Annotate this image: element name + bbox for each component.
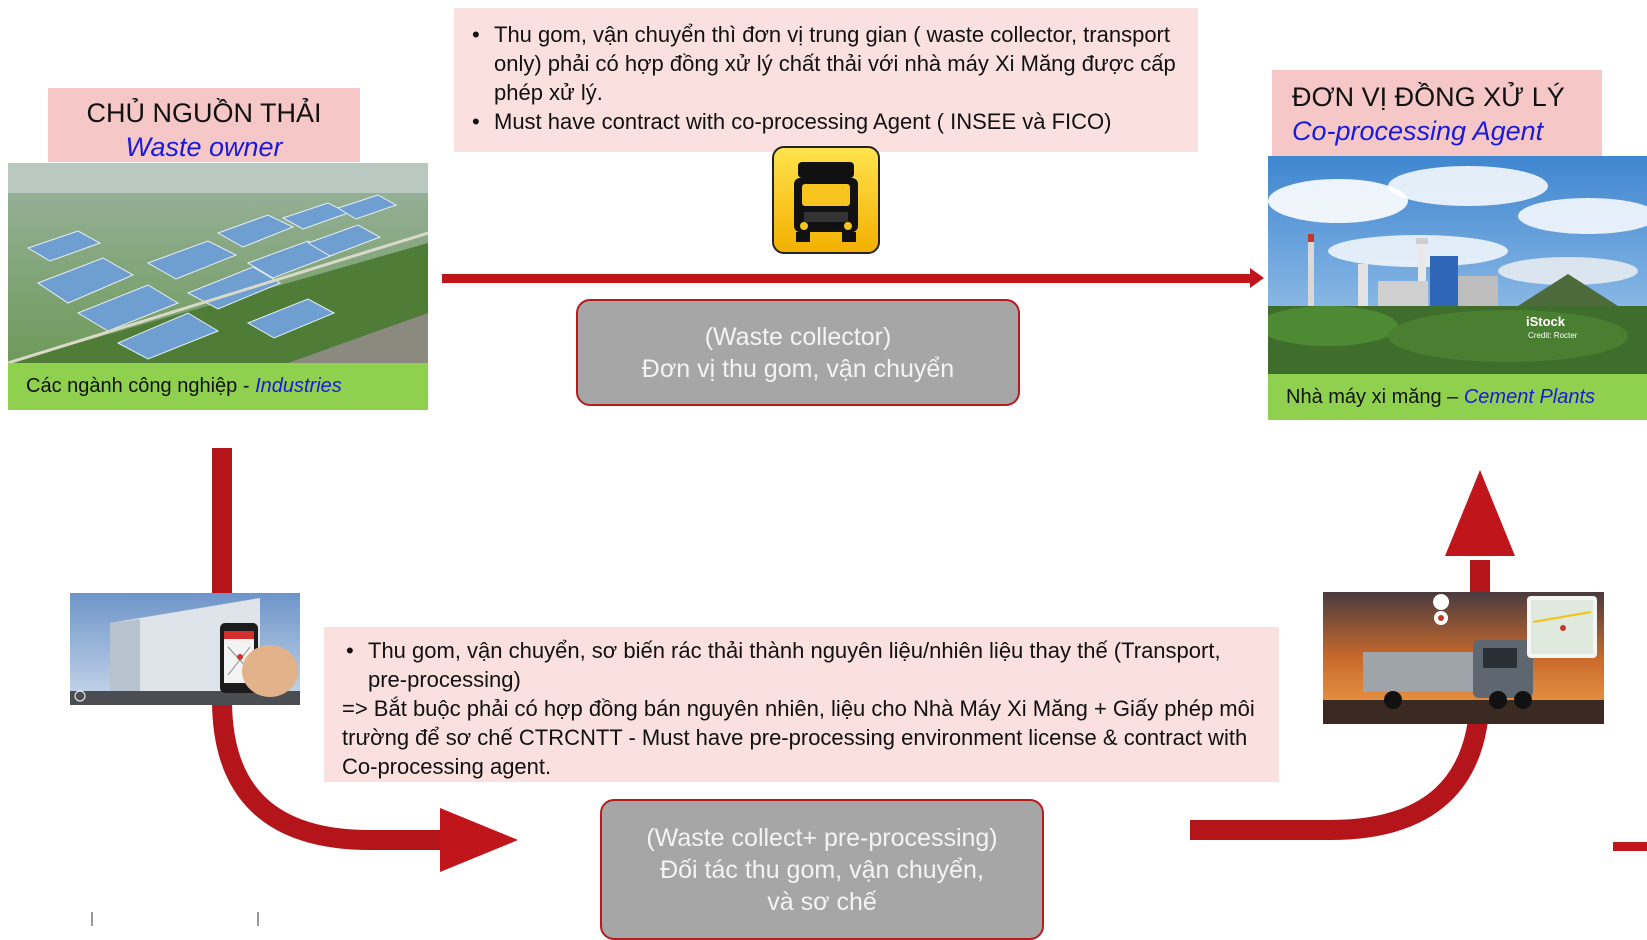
coprocessing-title-en: Co-processing Agent	[1292, 116, 1544, 146]
bottom-note-text: => Bắt buộc phải có hợp đồng bán nguyên nhiên, liệu cho Nhà Máy Xi Măng + Giấy phép môi trường để sơ chế CTRCNTT - Must have pre-processing environment license & contract with Co-processing agent.	[342, 696, 1255, 779]
top-note-box	[454, 8, 1198, 152]
preprocessing-line1: (Waste collect+ pre-processing)	[646, 823, 998, 852]
top-note-bullet-2: • Must have contract with co-processing Agent ( INSEE và FICO)	[468, 107, 1184, 136]
waste-owner-title-en: Waste owner	[125, 132, 283, 162]
caption-en: Cement Plants	[1463, 385, 1596, 408]
preprocessing-line3: và sơ chế	[767, 887, 877, 916]
coprocessing-title-vi: ĐƠN VỊ ĐỒNG XỬ LÝ	[1292, 82, 1565, 112]
truck-gps-phone-image	[70, 593, 300, 705]
coprocessing-title-box	[1272, 70, 1602, 156]
photo-credit: Credit: Rocter	[1528, 331, 1578, 340]
waste-owner-title-box	[48, 88, 360, 162]
cement-plant-image	[1268, 156, 1647, 374]
coprocessing-caption	[1268, 374, 1647, 420]
top-arrow	[442, 268, 1264, 288]
photo-watermark: iStock	[1526, 314, 1566, 329]
industrial-park-image	[8, 163, 428, 363]
truck-icon	[772, 146, 880, 254]
edge-red-segment	[1613, 842, 1647, 851]
preprocessing-box	[600, 799, 1044, 940]
caption-vi: Các ngành công nghiệp -	[26, 375, 256, 397]
caption-vi: Nhà máy xi măng –	[1286, 385, 1464, 408]
waste-collector-line2: Đơn vị thu gom, vận chuyển	[641, 354, 955, 383]
waste-owner-title-vi: CHỦ NGUỒN THẢI	[86, 98, 322, 128]
top-note-bullet-1: • Thu gom, vận chuyển thì đơn vị trung gian ( waste collector, transport only) phải có hợp đồng xử lý chất thải với nhà máy Xi Măng được cấp phép xử lý.	[468, 20, 1184, 107]
waste-collector-box	[576, 299, 1020, 406]
waste-collector-line1: (Waste collector)	[704, 322, 892, 351]
bottom-note-bullet: • Thu gom, vận chuyển, sơ biến rác thải thành nguyên liệu/nhiên liệu thay thế (Transport, pre-processing)	[342, 636, 1265, 694]
bottom-note-box	[324, 627, 1279, 782]
preprocessing-line2: Đối tác thu gom, vận chuyển,	[660, 855, 984, 884]
waste-owner-caption	[8, 363, 428, 410]
caption-en: Industries	[255, 375, 342, 397]
truck-sunset-map-image	[1323, 592, 1604, 724]
